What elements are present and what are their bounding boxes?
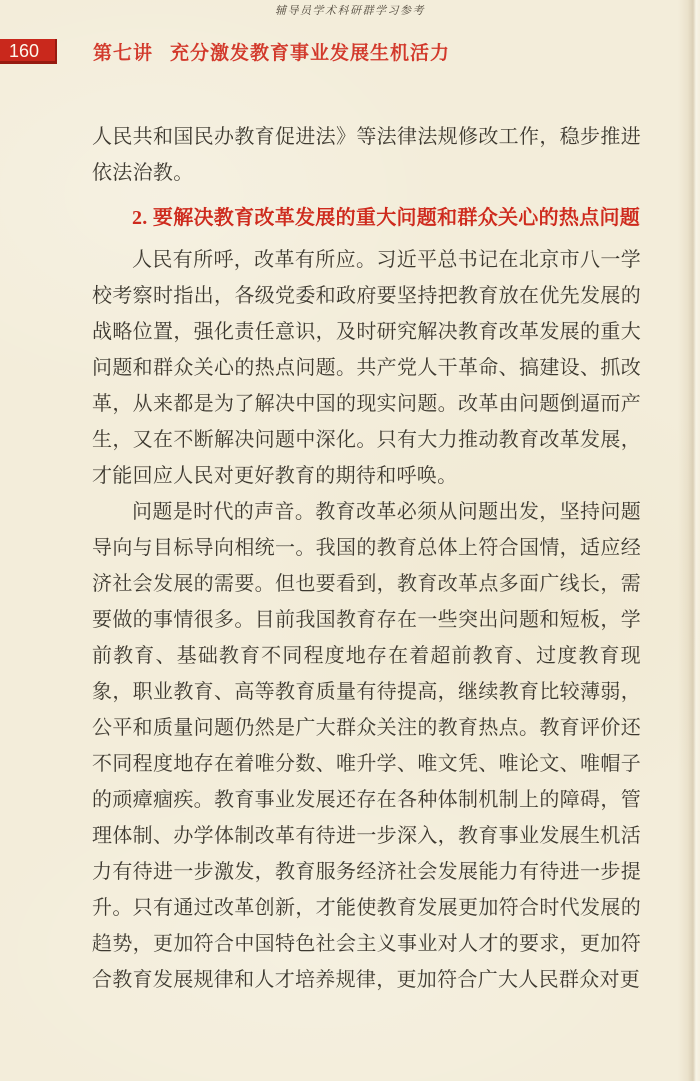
chapter-label: 第七讲 [93,43,154,64]
section-heading: 2. 要解决教育改革发展的重大问题和群众关心的热点问题 [132,207,641,229]
page-number: 160 [9,41,40,61]
paragraph: 人民有所呼，改革有所应。习近平总书记在北京市八一学校考察时指出，各级党委和政府要坚持把教育放在优先发展的战略位置，强化责任意识，及时研究解决教育改革发展的重大问题和群众关心的热点问题。共产党人干革命、搞建设、抓改革，从来都是为了解决中国的现实问题。改革由问题倒逼而产生，又在不断解决问题中深化。只有大力推动教育改革发展，才能回应人民对更好教育的期待和呼唤。 [92,249,641,487]
chapter-title: 充分激发教育事业发展生机活力 [170,43,451,64]
watermark-text: 辅导员学术科研群学习参考 [275,5,425,17]
paragraph: 问题是时代的声音。教育改革必须从问题出发，坚持问题导向与目标导向相统一。我国的教育总体上符合国情，适应经济社会发展的需要。但也要看到，教育改革点多面广线长，需要做的事情很多。目前我国教育存在一些突出问题和短板，学前教育、基础教育不同程度地存在着超前教育、过度教育现象，职业教育、高等教育质量有待提高，继续教育比较薄弱，公平和质量问题仍然是广大群众关注的教育热点。教育评价还不同程度地存在着唯分数、唯升学、唯文凭、唯论文、唯帽子的顽瘴痼疾。教育事业发展还存在各种体制机制上的障碍，管理体制、办学体制改革有待进一步深入，教育事业发展生机活力有待进一步激发，教育服务经济社会发展能力有待进一步提升。只有通过改革创新，才能使教育发展更加符合时代发展的趋势，更加符合中国特色社会主义事业对人才的要求，更加符合教育发展规律和人才培养规律，更加符合广大人民群众对更 [92,501,641,991]
page-body [92,119,641,998]
page-number-badge [0,39,57,64]
chapter-heading [93,39,450,64]
page-edge-shadow [678,0,700,1081]
paragraph-continuation: 人民共和国民办教育促进法》等法律法规修改工作，稳步推进依法治教。 [92,126,641,184]
